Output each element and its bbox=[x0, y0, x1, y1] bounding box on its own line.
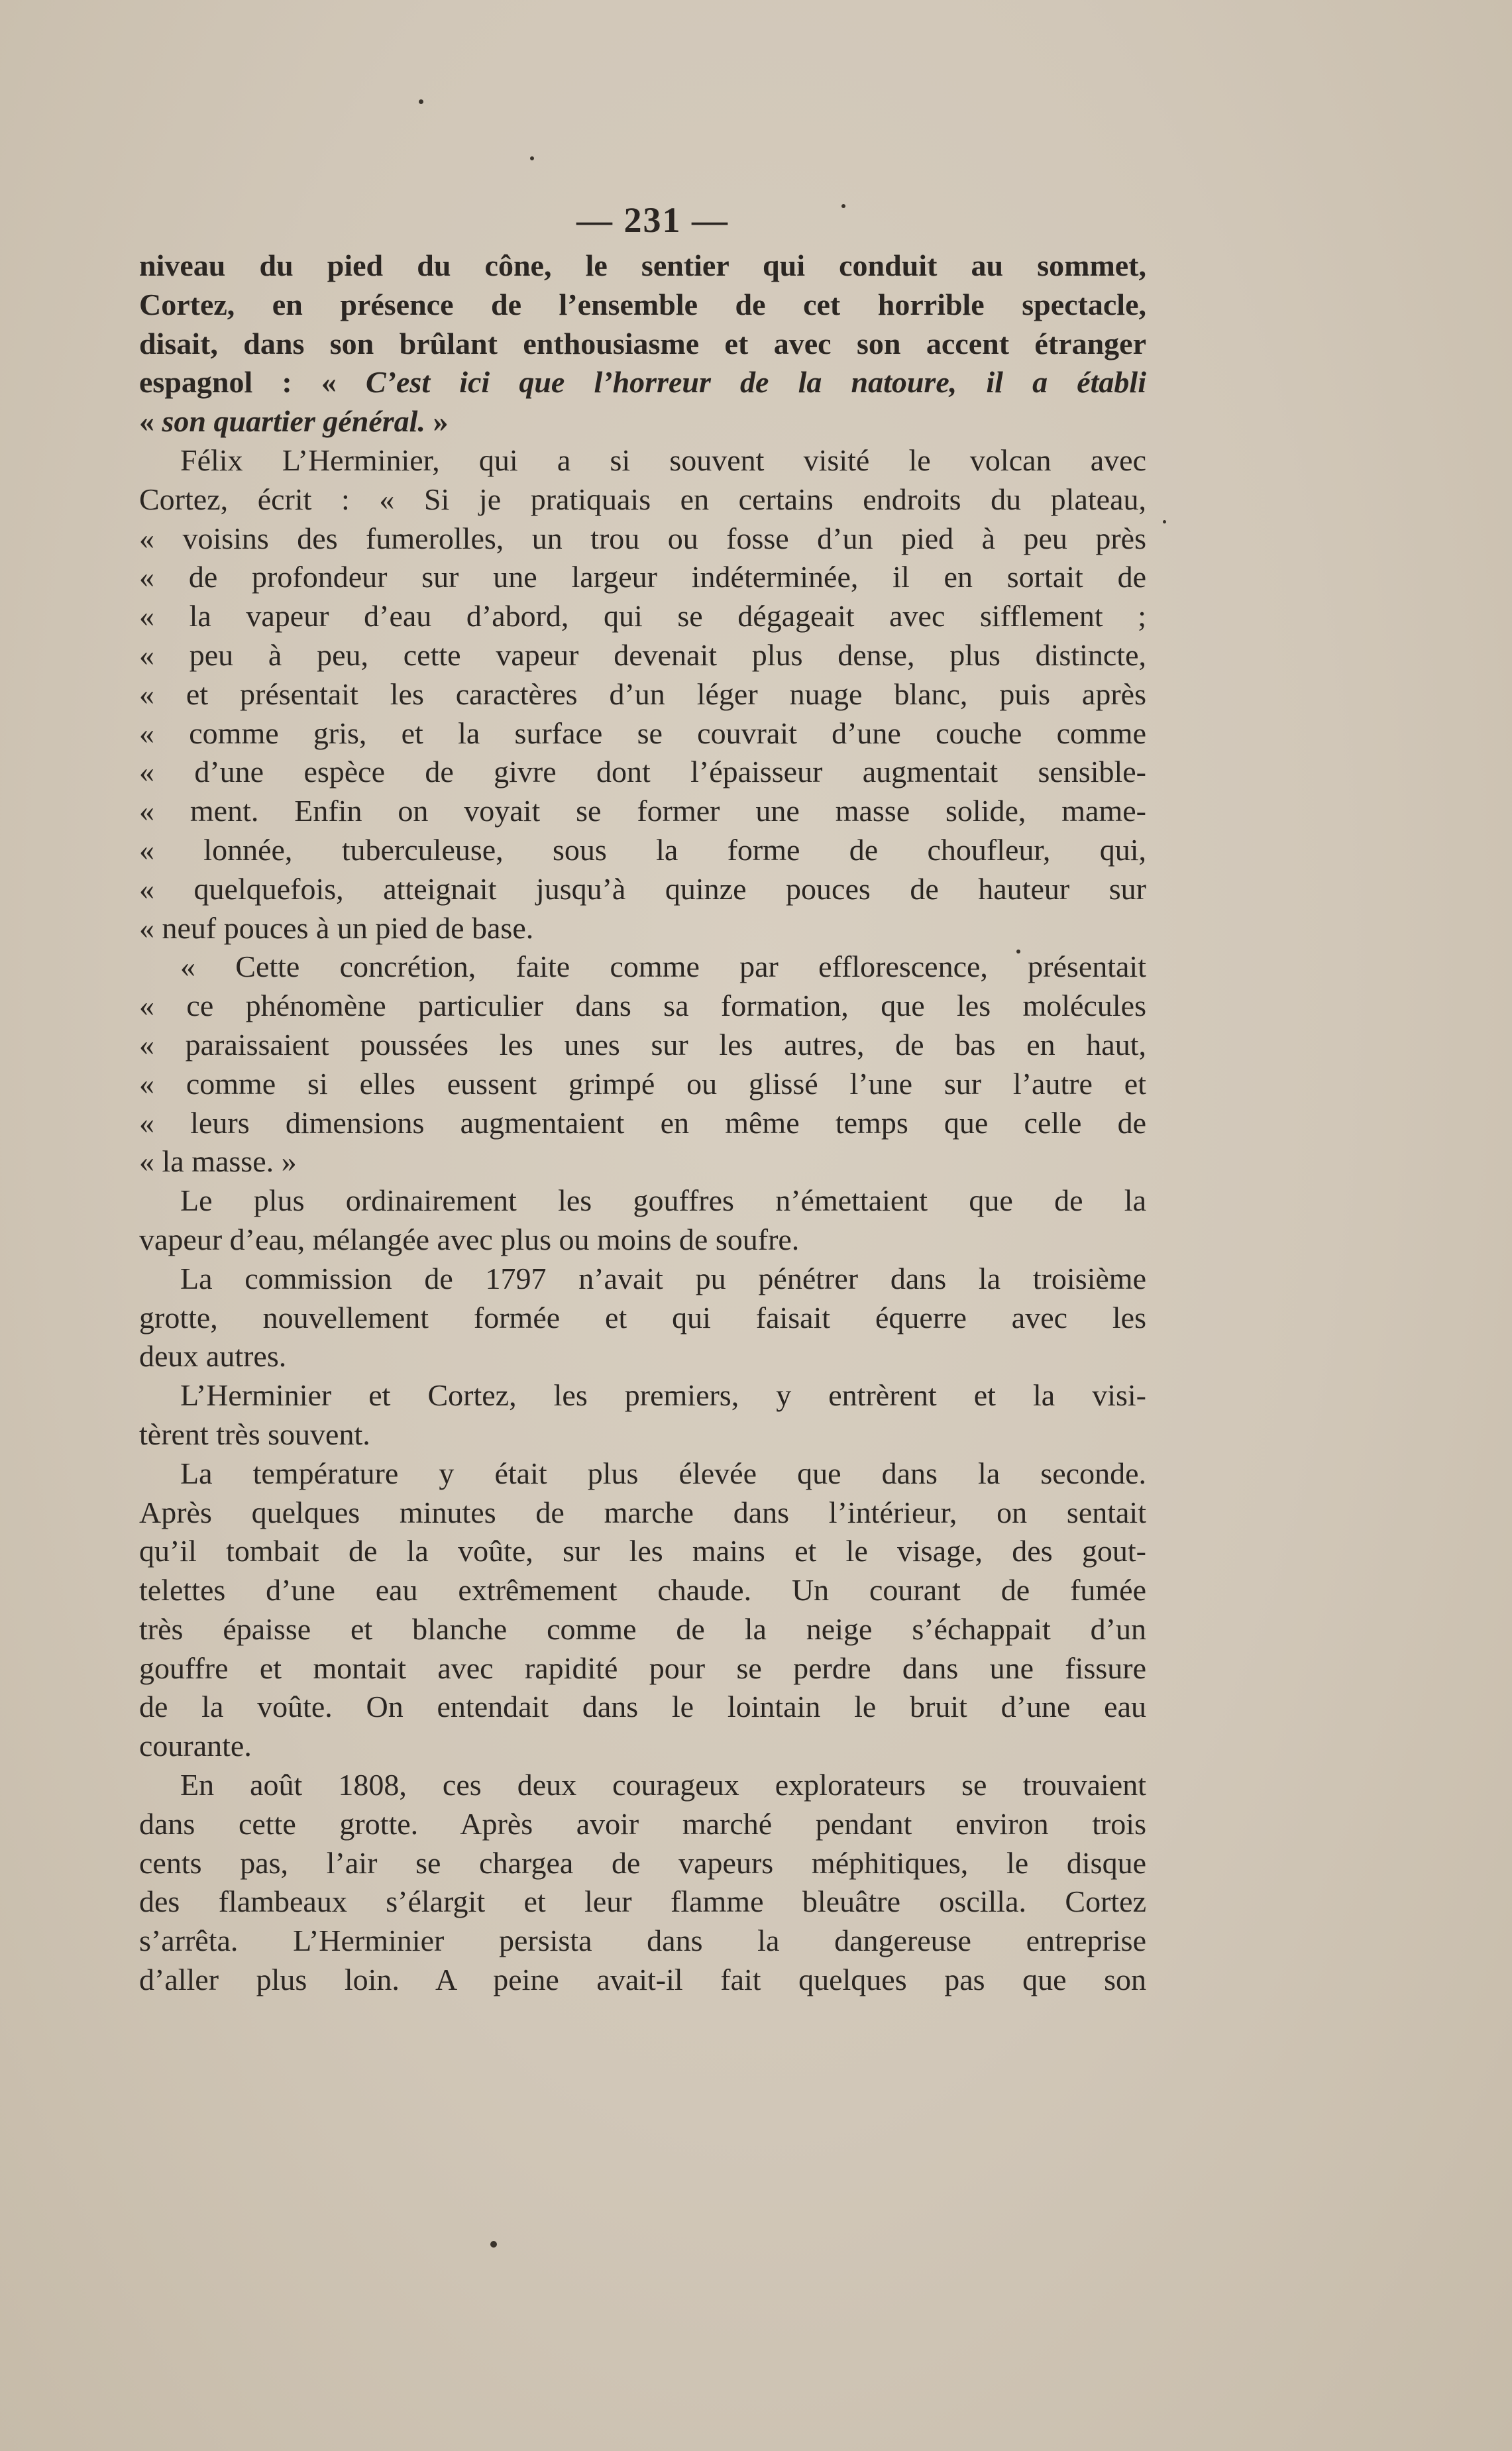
page-text bbox=[139, 199, 1146, 2000]
text-line: deux autres. bbox=[139, 1339, 287, 1374]
text-line-quote-italic bbox=[139, 363, 1146, 402]
text-line: « voisins des fumerolles, un trou ou fosse d’un pied à peu près bbox=[139, 521, 1146, 555]
text-line: « la vapeur d’eau d’abord, qui se dégageait avec sifflement ; bbox=[139, 599, 1146, 633]
ink-speck bbox=[490, 2241, 497, 2248]
text-line: courante. bbox=[139, 1729, 252, 1763]
ink-speck bbox=[1163, 520, 1166, 523]
text-line: s’arrêta. L’Herminier persista dans la dangereuse entreprise bbox=[139, 1924, 1146, 1958]
text-line: « son quartier général. » bbox=[139, 404, 449, 439]
text-line: Après quelques minutes de marche dans l’intérieur, on sentait bbox=[139, 1495, 1146, 1529]
text-line: La température y était plus élevée que dans la seconde. bbox=[180, 1456, 1146, 1490]
text-line: La commission de 1797 n’avait pu pénétrer dans la troisième bbox=[180, 1261, 1146, 1295]
text-line: des flambeaux s’élargit et leur flamme bleuâtre oscilla. Cortez bbox=[139, 1884, 1146, 1919]
text-line: « quelquefois, atteignait jusqu’à quinze pouces de hauteur sur bbox=[139, 871, 1146, 906]
text-line: « leurs dimensions augmentaient en même temps que celle de bbox=[139, 1105, 1146, 1140]
ink-speck bbox=[419, 99, 423, 104]
text-line: « Cette concrétion, faite comme par efflorescence, présentait bbox=[180, 950, 1146, 984]
text-line: telettes d’une eau extrêmement chaude. Un courant de fumée bbox=[139, 1573, 1146, 1607]
text-line: Le plus ordinairement les gouffres n’émettaient que de la bbox=[180, 1183, 1146, 1218]
text-line: « comme si elles eussent grimpé ou glissé l’une sur l’autre et bbox=[139, 1066, 1146, 1101]
text-line: L’Herminier et Cortez, les premiers, y entrèrent et la visi- bbox=[180, 1378, 1146, 1413]
text-line: gouffre et montait avec rapidité pour se perdre dans une fissure bbox=[139, 1651, 1146, 1685]
text-line: tèrent très souvent. bbox=[139, 1417, 370, 1451]
text-line: « paraissaient poussées les unes sur les autres, de bas en haut, bbox=[139, 1027, 1146, 1062]
text-line: « neuf pouces à un pied de base. bbox=[139, 910, 534, 945]
text-line: « lonnée, tuberculeuse, sous la forme de choufleur, qui, bbox=[139, 832, 1146, 867]
text-line: Cortez, en présence de l’ensemble de cet horrible spectacle, bbox=[139, 287, 1146, 321]
text-line: Félix L’Herminier, qui a si souvent visité le volcan avec bbox=[180, 443, 1146, 477]
text-line: d’aller plus loin. A peine avait-il fait quelques pas que son bbox=[139, 1963, 1146, 1997]
text-line: « d’une espèce de givre dont l’épaisseur augmentait sensible- bbox=[139, 755, 1146, 789]
text-line: « ment. Enfin on voyait se former une masse solide, mame- bbox=[139, 794, 1146, 828]
page-number: — 231 — bbox=[576, 200, 729, 240]
text-line: « comme gris, et la surface se couvrait d’une couche comme bbox=[139, 716, 1146, 750]
text-line: Cortez, écrit : « Si je pratiquais en certains endroits du plateau, bbox=[139, 482, 1146, 516]
text-line: niveau du pied du cône, le sentier qui conduit au sommet, bbox=[139, 248, 1146, 282]
text-line: très épaisse et blanche comme de la neige s’échappait d’un bbox=[139, 1611, 1146, 1646]
text-line: vapeur d’eau, mélangée avec plus ou moins de soufre. bbox=[139, 1222, 800, 1256]
text-line: « de profondeur sur une largeur indéterminée, il en sortait de bbox=[139, 560, 1146, 594]
text-line: de la voûte. On entendait dans le lointain le bruit d’une eau bbox=[139, 1690, 1146, 1724]
text-line: « peu à peu, cette vapeur devenait plus dense, plus distincte, bbox=[139, 637, 1146, 672]
text-line: « ce phénomène particulier dans sa formation, que les molécules bbox=[139, 989, 1146, 1023]
text-line: « et présentait les caractères d’un léger nuage blanc, puis après bbox=[139, 677, 1146, 711]
text-line: espagnol : « C’est ici que l’horreur de la natoure, il a établi bbox=[139, 365, 1146, 400]
text-line: « la masse. » bbox=[139, 1144, 297, 1179]
text-line: dans cette grotte. Après avoir marché pendant environ trois bbox=[139, 1806, 1146, 1841]
text-line: cents pas, l’air se chargea de vapeurs méphitiques, le disque bbox=[139, 1845, 1146, 1880]
text-line: disait, dans son brûlant enthousiasme et avec son accent étranger bbox=[139, 326, 1146, 360]
ink-speck bbox=[530, 156, 534, 160]
text-line: qu’il tombait de la voûte, sur les mains et le visage, des gout- bbox=[139, 1534, 1146, 1568]
text-line: grotte, nouvellement formée et qui faisait équerre avec les bbox=[139, 1300, 1146, 1334]
text-line: En août 1808, ces deux courageux explorateurs se trouvaient bbox=[180, 1768, 1146, 1802]
